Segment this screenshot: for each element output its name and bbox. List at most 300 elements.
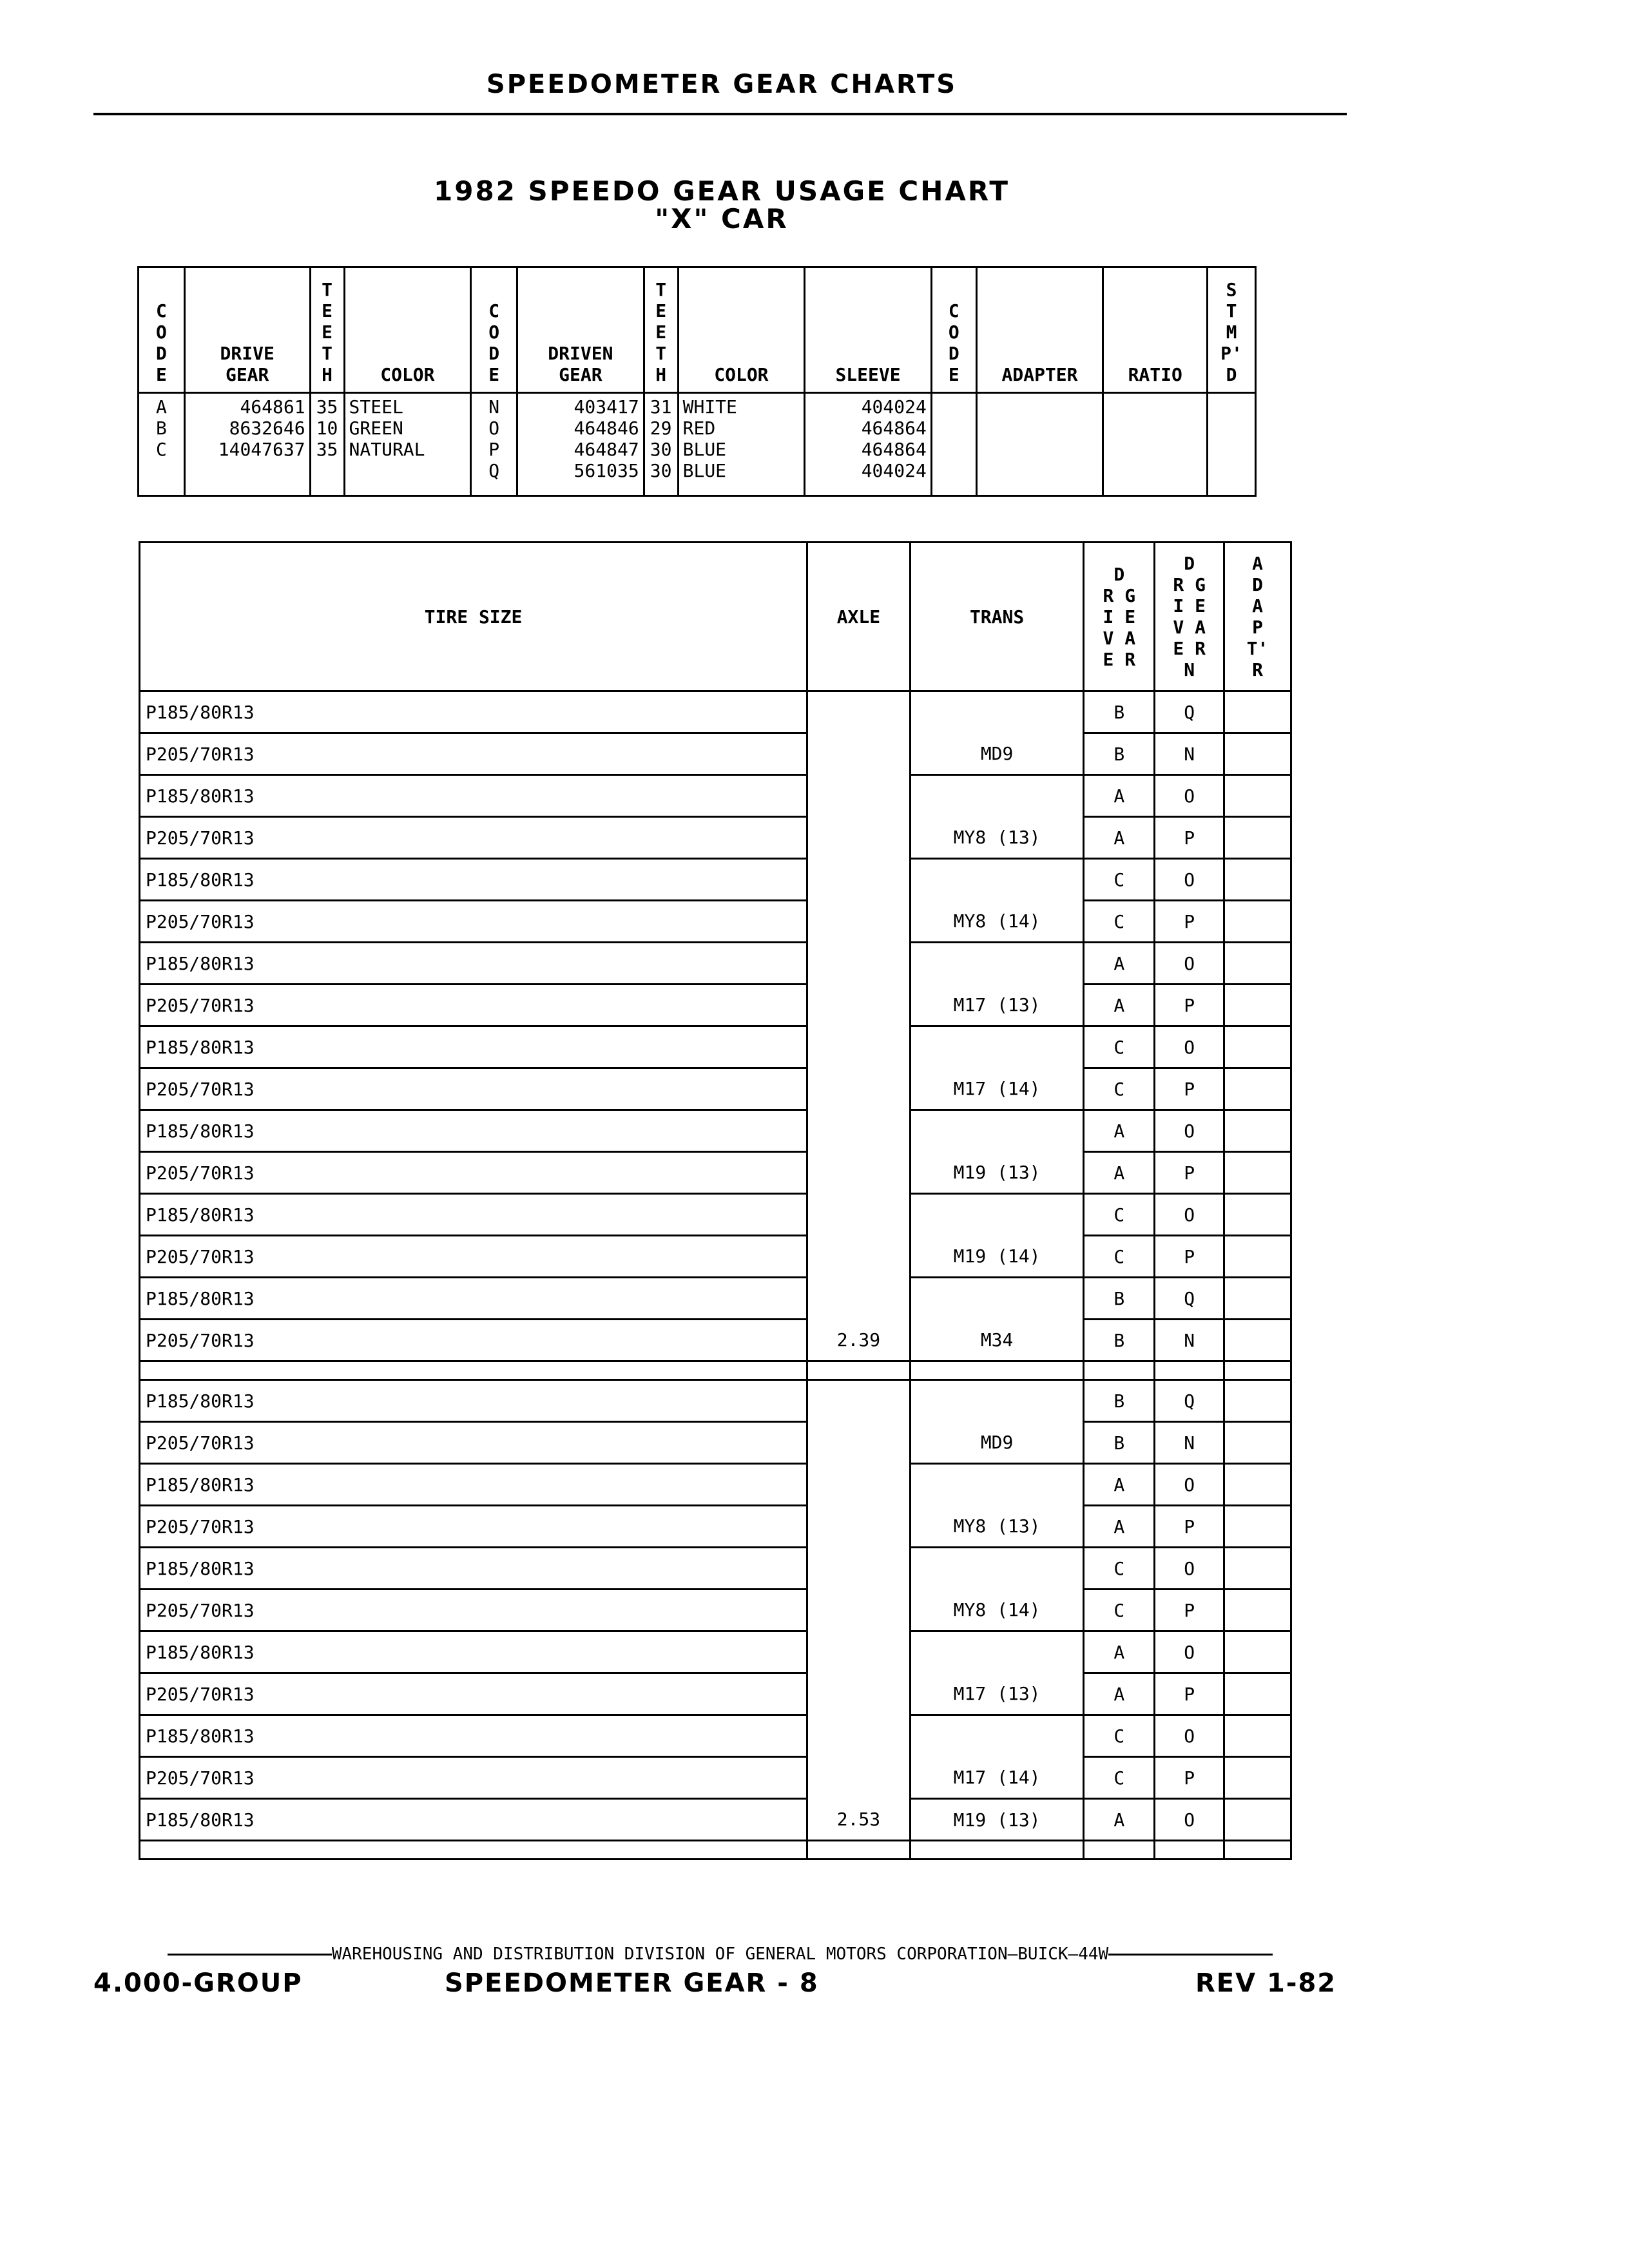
table-row	[140, 1464, 1291, 1506]
group-spacer-row	[140, 1361, 1291, 1380]
tire-size-cell: P185/80R13	[140, 1278, 807, 1320]
axle-cell	[807, 859, 911, 901]
adapter-code-cell	[1224, 1320, 1291, 1361]
tire-size-cell: P205/70R13	[140, 1236, 807, 1278]
trans-cell	[910, 943, 1084, 985]
driven-gear-code-cell: P	[1155, 1152, 1224, 1194]
header-adapter-code	[1224, 543, 1291, 691]
header-letter: A	[1252, 595, 1263, 617]
gear-table-header-row	[139, 267, 1256, 393]
header-color-1: COLOR	[344, 267, 471, 393]
header-stmpd	[1208, 267, 1256, 393]
tire-size-cell: P205/70R13	[140, 1152, 807, 1194]
header-letter: T	[655, 279, 667, 300]
adapter-code-cell	[1224, 1026, 1291, 1068]
adapter-code-cell	[1224, 943, 1291, 985]
trans-cell	[910, 775, 1084, 817]
header-letter: E R	[1173, 638, 1206, 659]
header-letter: V A	[1103, 627, 1136, 649]
axle-cell	[807, 1506, 911, 1548]
header-driven-gear	[517, 267, 644, 393]
tire-size-cell: P205/70R13	[140, 1673, 807, 1715]
driven-gear-number: 403417	[574, 396, 639, 418]
drive-gear-code-cell: A	[1084, 985, 1155, 1026]
spacer-cell	[807, 1361, 911, 1380]
drive-teeth-list	[310, 393, 344, 496]
adapter-code-cell	[1224, 1506, 1291, 1548]
tire-size-cell: P185/80R13	[140, 1026, 807, 1068]
table-row	[140, 1757, 1291, 1799]
header-letter: D	[488, 343, 500, 364]
driven-code: N	[488, 396, 500, 418]
driven-color: RED	[682, 418, 716, 439]
header-letter: O	[488, 322, 500, 343]
trans-cell	[910, 1631, 1084, 1673]
driven-gear-code-cell: O	[1155, 1110, 1224, 1152]
header-letter: P	[1252, 617, 1263, 638]
trans-cell: MY8 (14)	[910, 901, 1084, 943]
header-color-2: COLOR	[678, 267, 805, 393]
adapter-code-cell	[1224, 1194, 1291, 1236]
table-row	[140, 1068, 1291, 1110]
header-letter: A	[1252, 553, 1263, 574]
driven-gear-code-cell: P	[1155, 1590, 1224, 1631]
axle-cell	[807, 1590, 911, 1631]
driven-teeth: 31	[650, 396, 672, 418]
driven-gear-code-cell: P	[1155, 1757, 1224, 1799]
axle-cell	[807, 817, 911, 859]
table-row	[140, 1715, 1291, 1757]
gear-table	[137, 266, 1257, 497]
driven-gear-code-cell: Q	[1155, 691, 1224, 733]
adapter-code-cell	[1224, 1278, 1291, 1320]
trans-cell: M17 (13)	[910, 1673, 1084, 1715]
trans-cell: M17 (14)	[910, 1757, 1084, 1799]
adapter-code-cell	[1224, 1068, 1291, 1110]
driven-teeth: 30	[650, 460, 672, 481]
drive-gear-code-cell: A	[1084, 817, 1155, 859]
drive-gear-number: 8632646	[229, 418, 305, 439]
table-row	[140, 1194, 1291, 1236]
trans-cell	[910, 1026, 1084, 1068]
adapter-code-cell	[1224, 1673, 1291, 1715]
trans-cell: M19 (13)	[910, 1799, 1084, 1841]
header-letter: E	[322, 300, 333, 322]
axle-cell	[807, 1464, 911, 1506]
header-letter: V A	[1173, 617, 1206, 638]
table-row	[140, 1026, 1291, 1068]
trans-cell	[910, 1194, 1084, 1236]
drive-gear-code-cell: A	[1084, 1464, 1155, 1506]
sleeve-number: 404024	[861, 460, 927, 481]
trans-cell	[910, 1278, 1084, 1320]
header-code-2	[471, 267, 517, 393]
tire-size-cell: P185/80R13	[140, 1194, 807, 1236]
trans-cell: M19 (14)	[910, 1236, 1084, 1278]
header-code-1	[139, 267, 185, 393]
drive-gear-code-cell: C	[1084, 1715, 1155, 1757]
header-letter: E	[948, 364, 959, 385]
table-row	[140, 1673, 1291, 1715]
gear-table-body-row	[139, 393, 1256, 496]
spacer-cell	[1155, 1361, 1224, 1380]
drive-gear-code-cell: B	[1084, 1422, 1155, 1464]
table-row	[140, 1152, 1291, 1194]
driven-gear-code-cell: P	[1155, 1236, 1224, 1278]
tire-size-cell: P205/70R13	[140, 817, 807, 859]
header-drive-gear	[184, 267, 310, 393]
spacer-cell	[1084, 1841, 1155, 1860]
header-letter: D	[1184, 553, 1195, 574]
trans-cell: MY8 (13)	[910, 817, 1084, 859]
tire-size-cell: P185/80R13	[140, 1464, 807, 1506]
header-letter: M	[1226, 322, 1237, 343]
table-row	[140, 1380, 1291, 1422]
adapter-code-cell	[1224, 901, 1291, 943]
trans-cell: M34	[910, 1320, 1084, 1361]
chart-title: 1982 SPEEDO GEAR USAGE CHART	[434, 175, 1010, 207]
header-letter: H	[322, 364, 333, 385]
axle-cell	[807, 1194, 911, 1236]
driven-color: WHITE	[682, 396, 737, 418]
axle-cell	[807, 901, 911, 943]
header-letter: N	[1184, 659, 1195, 680]
header-letter: C	[155, 300, 167, 322]
driven-gear-code-cell: N	[1155, 1422, 1224, 1464]
drive-teeth: 35	[316, 439, 338, 460]
drive-gear-code-cell: B	[1084, 1380, 1155, 1422]
axle-cell	[807, 1548, 911, 1590]
sleeve-number: 464864	[861, 418, 927, 439]
axle-cell	[807, 691, 911, 733]
driven-teeth-list	[644, 393, 678, 496]
driven-gear-code-cell: P	[1155, 985, 1224, 1026]
drive-teeth: 10	[316, 418, 338, 439]
header-tire-size: TIRE SIZE	[140, 543, 807, 691]
drive-gear-code-cell: C	[1084, 1236, 1155, 1278]
spacer-cell	[807, 1841, 911, 1860]
sleeve-number: 464864	[861, 439, 927, 460]
header-letter: E	[155, 364, 167, 385]
driven-gear-code-cell: O	[1155, 1464, 1224, 1506]
drive-gear-code-cell: C	[1084, 1068, 1155, 1110]
drive-teeth: 35	[316, 396, 338, 418]
spacer-cell	[910, 1361, 1084, 1380]
driven-code: Q	[488, 460, 500, 481]
axle-cell	[807, 775, 911, 817]
drive-gear-code-cell: A	[1084, 1631, 1155, 1673]
driven-gear-code-cell: O	[1155, 943, 1224, 985]
table-row	[140, 1590, 1291, 1631]
driven-code: P	[488, 439, 500, 460]
trans-cell	[910, 1715, 1084, 1757]
spacer-cell	[1155, 1841, 1224, 1860]
header-trans: TRANS	[910, 543, 1084, 691]
sleeve-list	[805, 393, 932, 496]
header-letter: E	[322, 322, 333, 343]
driven-color-list	[678, 393, 805, 496]
header-letter: R	[1252, 659, 1263, 680]
header-axle: AXLE	[807, 543, 911, 691]
header-letter: D	[948, 343, 959, 364]
header-letter: D	[1226, 364, 1237, 385]
drive-color: STEEL	[349, 396, 403, 418]
tire-size-cell: P185/80R13	[140, 859, 807, 901]
adapter-code-cell	[1224, 691, 1291, 733]
header-letter: R G	[1173, 574, 1206, 595]
axle-cell	[807, 1068, 911, 1110]
driven-gear-code-cell: P	[1155, 817, 1224, 859]
tire-size-cell: P205/70R13	[140, 1757, 807, 1799]
trans-cell	[910, 691, 1084, 733]
drive-gear-code-cell: C	[1084, 1590, 1155, 1631]
driven-gear-code-cell: O	[1155, 859, 1224, 901]
driven-gear-code-cell: O	[1155, 1548, 1224, 1590]
spacer-cell	[140, 1841, 807, 1860]
trans-cell	[910, 1548, 1084, 1590]
driven-code-list	[471, 393, 517, 496]
header-line: DRIVEN	[548, 343, 613, 364]
header-letter: D	[155, 343, 167, 364]
header-teeth-1	[310, 267, 344, 393]
header-teeth-2	[644, 267, 678, 393]
tire-size-cell: P205/70R13	[140, 985, 807, 1026]
tire-size-cell: P185/80R13	[140, 1715, 807, 1757]
header-letter: O	[948, 322, 959, 343]
drive-gear-code-cell: B	[1084, 733, 1155, 775]
header-letter: T'	[1246, 638, 1269, 659]
drive-gear-code-cell: B	[1084, 691, 1155, 733]
axle-cell	[807, 1631, 911, 1673]
adapter-code-cell	[1224, 1110, 1291, 1152]
adapter-code-cell	[1224, 1422, 1291, 1464]
footer-revision: REV 1-82	[1195, 1968, 1337, 1998]
table-row	[140, 1278, 1291, 1320]
tire-size-cell: P185/80R13	[140, 1631, 807, 1673]
chart-subtitle: "X" CAR	[655, 203, 789, 235]
header-letter: C	[488, 300, 500, 322]
header-adapter: ADAPTER	[976, 267, 1103, 393]
header-code-3	[931, 267, 976, 393]
footer-group: 4.000-GROUP	[93, 1968, 303, 1998]
tire-size-cell: P205/70R13	[140, 1320, 807, 1361]
header-sleeve: SLEEVE	[805, 267, 932, 393]
tire-size-cell: P205/70R13	[140, 1506, 807, 1548]
driven-code: O	[488, 418, 500, 439]
table-row	[140, 943, 1291, 985]
axle-cell	[807, 1026, 911, 1068]
adapter-code-cell	[1224, 985, 1291, 1026]
adapter-code-cell	[1224, 1799, 1291, 1841]
adapter-code-cell	[1224, 1380, 1291, 1422]
drive-gear-code-cell: A	[1084, 1152, 1155, 1194]
adapter-code-cell	[1224, 1715, 1291, 1757]
axle-cell	[807, 1422, 911, 1464]
driven-gear-code-cell: N	[1155, 1320, 1224, 1361]
driven-gear-number: 561035	[574, 460, 639, 481]
trans-cell: M19 (13)	[910, 1152, 1084, 1194]
drive-gear-code-cell: A	[1084, 943, 1155, 985]
tire-size-cell: P185/80R13	[140, 1110, 807, 1152]
tire-size-cell: P185/80R13	[140, 943, 807, 985]
trans-cell: MD9	[910, 1422, 1084, 1464]
header-letter: I E	[1103, 606, 1136, 628]
header-letter: E	[488, 364, 500, 385]
adapter-code-cell	[1224, 817, 1291, 859]
drive-gear-code-cell: A	[1084, 775, 1155, 817]
header-letter: T	[1226, 300, 1237, 322]
tire-size-cell: P185/80R13	[140, 1548, 807, 1590]
usage-table	[139, 541, 1292, 1860]
adapter-code-cell	[1224, 1236, 1291, 1278]
header-line: DRIVE	[220, 343, 275, 364]
driven-gear-code-cell: O	[1155, 1715, 1224, 1757]
trans-cell: MY8 (13)	[910, 1506, 1084, 1548]
trans-cell	[910, 859, 1084, 901]
axle-cell	[807, 1236, 911, 1278]
drive-gear-list	[184, 393, 310, 496]
spacer-cell	[1224, 1361, 1291, 1380]
drive-gear-code-cell: C	[1084, 1194, 1155, 1236]
trans-cell	[910, 1380, 1084, 1422]
page-header-title: SPEEDOMETER GEAR CHARTS	[486, 70, 958, 99]
axle-cell: 2.39	[807, 1320, 911, 1361]
drive-gear-code-cell: C	[1084, 1757, 1155, 1799]
drive-gear-code-cell: C	[1084, 1548, 1155, 1590]
driven-gear-number: 464846	[574, 418, 639, 439]
trans-cell	[910, 1110, 1084, 1152]
drive-gear-code-cell: A	[1084, 1506, 1155, 1548]
spacer-cell	[910, 1841, 1084, 1860]
driven-gear-number: 464847	[574, 439, 639, 460]
header-line: GEAR	[225, 364, 269, 385]
adapter-code-cell	[1224, 1590, 1291, 1631]
axle-cell	[807, 1278, 911, 1320]
header-letter: C	[948, 300, 959, 322]
tire-size-cell: P185/80R13	[140, 1799, 807, 1841]
table-row	[140, 1236, 1291, 1278]
header-letter: P'	[1220, 343, 1242, 364]
trans-cell: M17 (14)	[910, 1068, 1084, 1110]
axle-cell	[807, 943, 911, 985]
tire-size-cell: P205/70R13	[140, 733, 807, 775]
header-drive-gear-code	[1084, 543, 1155, 691]
usage-table-header-row	[140, 543, 1291, 691]
drive-code: C	[155, 439, 167, 460]
code-3-cell	[931, 393, 976, 496]
drive-gear-code-cell: C	[1084, 1026, 1155, 1068]
trans-cell: MY8 (14)	[910, 1590, 1084, 1631]
trans-cell: M17 (13)	[910, 985, 1084, 1026]
table-row	[140, 1799, 1291, 1841]
header-letter: R G	[1103, 584, 1136, 606]
table-row	[140, 1422, 1291, 1464]
driven-gear-code-cell: P	[1155, 1506, 1224, 1548]
driven-gear-code-cell: Q	[1155, 1380, 1224, 1422]
driven-gear-code-cell: P	[1155, 1673, 1224, 1715]
table-row	[140, 733, 1291, 775]
drive-color-list	[344, 393, 471, 496]
axle-cell	[807, 985, 911, 1026]
axle-cell	[807, 1757, 911, 1799]
header-letter: E	[655, 300, 667, 322]
table-row	[140, 817, 1291, 859]
trans-cell	[910, 1464, 1084, 1506]
ratio-cell	[1103, 393, 1208, 496]
header-rule	[93, 113, 1347, 115]
axle-cell	[807, 733, 911, 775]
spacer-cell	[1084, 1361, 1155, 1380]
driven-gear-code-cell: O	[1155, 1194, 1224, 1236]
drive-gear-code-cell: A	[1084, 1799, 1155, 1841]
drive-color: GREEN	[349, 418, 403, 439]
driven-gear-code-cell: P	[1155, 901, 1224, 943]
stmpd-cell	[1208, 393, 1256, 496]
table-row	[140, 1631, 1291, 1673]
header-driven-gear-code	[1155, 543, 1224, 691]
header-letter: H	[655, 364, 667, 385]
axle-cell: 2.53	[807, 1799, 911, 1841]
header-letter: E R	[1103, 648, 1136, 670]
adapter-code-cell	[1224, 1548, 1291, 1590]
header-letter: D	[1252, 574, 1263, 595]
footer-section: SPEEDOMETER GEAR - 8	[445, 1968, 819, 1998]
adapter-code-cell	[1224, 775, 1291, 817]
drive-code: B	[155, 418, 167, 439]
axle-cell	[807, 1715, 911, 1757]
drive-color: NATURAL	[349, 439, 425, 460]
table-row	[140, 901, 1291, 943]
trans-cell: MD9	[910, 733, 1084, 775]
table-row	[140, 1110, 1291, 1152]
axle-cell	[807, 1110, 911, 1152]
group-spacer-row	[140, 1841, 1291, 1860]
table-row	[140, 985, 1291, 1026]
driven-gear-code-cell: O	[1155, 1631, 1224, 1673]
adapter-cell	[976, 393, 1103, 496]
drive-gear-code-cell: A	[1084, 1673, 1155, 1715]
header-letter: T	[322, 343, 333, 364]
table-row	[140, 1506, 1291, 1548]
adapter-code-cell	[1224, 1757, 1291, 1799]
table-row	[140, 775, 1291, 817]
drive-code: A	[155, 396, 167, 418]
header-ratio: RATIO	[1103, 267, 1208, 393]
footer-division-line	[93, 1945, 1347, 1964]
header-line: GEAR	[559, 364, 602, 385]
axle-cell	[807, 1673, 911, 1715]
drive-gear-number: 14047637	[218, 439, 305, 460]
drive-gear-code-cell: A	[1084, 1110, 1155, 1152]
header-letter: T	[655, 343, 667, 364]
driven-color: BLUE	[682, 460, 727, 481]
header-letter: D	[1113, 563, 1125, 585]
driven-teeth: 29	[650, 418, 672, 439]
header-letter: I E	[1173, 595, 1206, 617]
tire-size-cell: P185/80R13	[140, 691, 807, 733]
axle-cell	[807, 1380, 911, 1422]
drive-gear-code-cell: C	[1084, 901, 1155, 943]
adapter-code-cell	[1224, 1464, 1291, 1506]
header-letter: E	[655, 322, 667, 343]
axle-cell	[807, 1152, 911, 1194]
header-letter: S	[1226, 279, 1237, 300]
tire-size-cell: P185/80R13	[140, 1380, 807, 1422]
driven-gear-code-cell: Q	[1155, 1278, 1224, 1320]
driven-gear-list	[517, 393, 644, 496]
table-row	[140, 691, 1291, 733]
table-row	[140, 859, 1291, 901]
